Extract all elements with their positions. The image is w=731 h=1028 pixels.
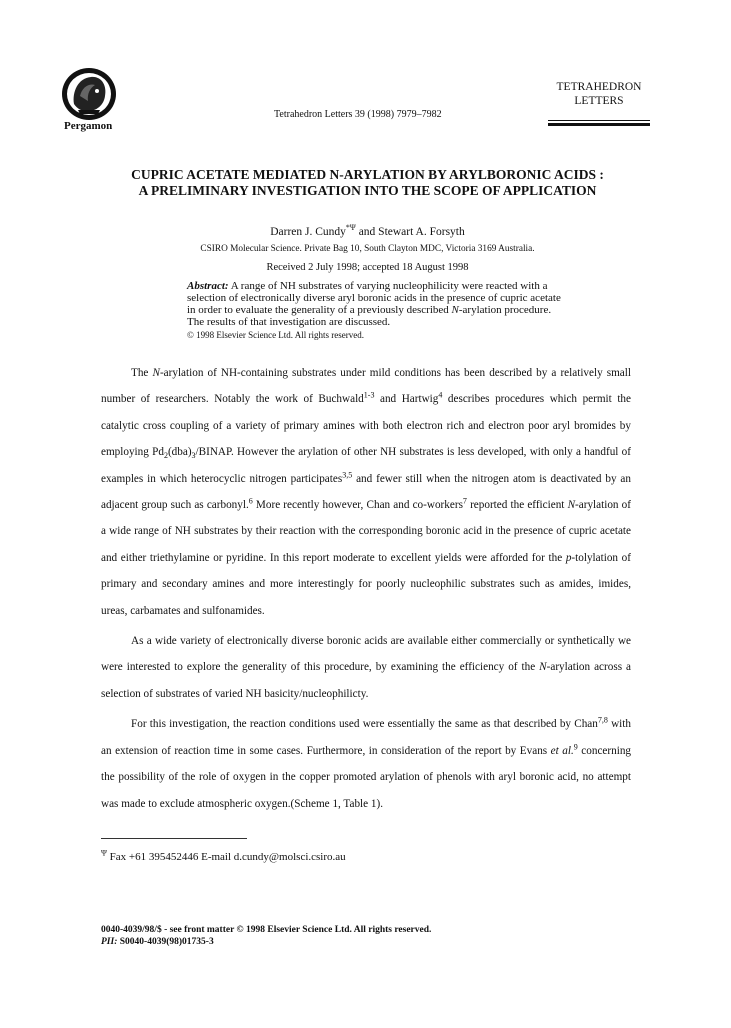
abstract-text-b: -arylation procedure. The results of that investigation are discussed. bbox=[187, 304, 552, 328]
text: The bbox=[131, 367, 153, 379]
text: with an extension of reaction time in some cases. Furthermore, in consideration of the report by Evans bbox=[101, 718, 631, 757]
footnote-mark: Ψ bbox=[101, 848, 107, 858]
citation-ref: 3,5 bbox=[342, 469, 353, 479]
paragraph-2 bbox=[101, 628, 631, 707]
text: -arylation across a selection of substrates of varied NH basicity/nucleophilicty. bbox=[101, 661, 631, 700]
publisher-logo bbox=[60, 66, 118, 122]
received-dates: Received 2 July 1998; accepted 18 August 1998 bbox=[266, 262, 469, 273]
journal-name-box bbox=[548, 70, 650, 126]
paragraph-1 bbox=[101, 360, 631, 624]
abstract bbox=[187, 280, 562, 341]
abstract-label: Abstract: bbox=[187, 280, 229, 292]
publisher-name: Pergamon bbox=[64, 120, 113, 132]
author-1: Darren J. Cundy bbox=[270, 226, 346, 238]
italic-n: N bbox=[539, 661, 547, 674]
text: reported the efficient bbox=[466, 499, 568, 512]
text: -arylation of a wide range of NH substrates by their reaction with the corresponding boronic acid in the presence of cupric acetate and either triethylamine or pyridine. In this report moderate to excellent yields were afforded for the bbox=[101, 499, 631, 564]
paragraph-3 bbox=[101, 711, 631, 817]
copyright-notice: © 1998 Elsevier Science Ltd. All rights reserved. bbox=[187, 330, 365, 340]
citation-ref: 1-3 bbox=[363, 390, 375, 400]
author-list bbox=[90, 223, 645, 238]
text: For this investigation, the reaction conditions used were essentially the same as that described by Chan bbox=[131, 718, 598, 731]
text: (dba) bbox=[167, 446, 192, 459]
pii-line bbox=[101, 936, 431, 948]
journal-rule-thick bbox=[548, 123, 650, 126]
corresponding-mark: *Ψ bbox=[345, 223, 356, 233]
journal-name-line1: TETRAHEDRON bbox=[556, 81, 642, 93]
author-2: and Stewart A. Forsyth bbox=[355, 226, 465, 238]
footer-issn bbox=[101, 924, 431, 948]
italic-n: N bbox=[152, 367, 160, 379]
citation-ref: 6 bbox=[248, 496, 253, 506]
text: -tolylation of primary and secondary amines and more interestingly for poorly nucleophilic substrates such as amides, imides, ureas, carbamates and sulfonamides. bbox=[101, 551, 631, 617]
text: concerning the possibility of the role of oxygen in the copper promoted arylation of phenols with aryl boronic acid, no attempt was made to exclude atmospheric oxygen.(Scheme 1, Table 1). bbox=[101, 744, 632, 810]
title-line2: A PRELIMINARY INVESTIGATION INTO THE SCOPE OF APPLICATION bbox=[138, 183, 597, 198]
text: More recently however, Chan and co-workers bbox=[252, 499, 463, 512]
article-body bbox=[101, 360, 631, 817]
italic-et-al: et al. bbox=[550, 744, 574, 757]
abstract-italic-n: N bbox=[451, 304, 459, 316]
affiliation: CSIRO Molecular Science. Private Bag 10, South Clayton MDC, Victoria 3169 Australia. bbox=[200, 244, 535, 254]
footnote bbox=[101, 848, 346, 863]
abstract-text-a: A range of NH substrates of varying nucleophilicity were reacted with a selection of electronically diverse aryl boronic acids in the presence of cupric acetate in order to evaluate the generality of a previously described bbox=[187, 280, 561, 316]
subscript: 2 bbox=[163, 451, 168, 461]
footnote-divider bbox=[101, 838, 247, 839]
text: As a wide variety of electronically diverse boronic acids are available either commercially or synthetically we were interested to explore the generality of this procedure, by examining the efficiency of the bbox=[101, 635, 631, 674]
italic-n: N bbox=[567, 499, 576, 512]
pii-label: PII: bbox=[101, 937, 118, 947]
italic-p: p bbox=[565, 551, 572, 564]
text: and Hartwig bbox=[374, 393, 439, 406]
pii-value: S0040-4039(98)01735-3 bbox=[117, 937, 214, 947]
citation-ref: 7,8 bbox=[597, 715, 608, 725]
text: describes procedures which permit the catalytic cross coupling of a variety of primary amines with both electron rich and electron poor aryl bromides by employing Pd bbox=[101, 393, 631, 459]
article-title bbox=[90, 167, 645, 199]
text: -arylation of NH-containing substrates under mild conditions has been described by a relatively small number of researchers. Notably the work of Buchwald bbox=[101, 367, 631, 406]
citation-ref: 7 bbox=[462, 496, 467, 506]
journal-name-line2: LETTERS bbox=[574, 95, 624, 107]
citation-ref: 4 bbox=[438, 390, 443, 400]
title-line1: CUPRIC ACETATE MEDIATED N-ARYLATION BY ARYLBORONIC ACIDS : bbox=[131, 167, 604, 182]
journal-rule-thin bbox=[548, 120, 650, 121]
citation-ref: 9 bbox=[573, 741, 578, 751]
issn-line: 0040-4039/98/$ - see front matter © 1998 Elsevier Science Ltd. All rights reserved. bbox=[101, 925, 432, 935]
journal-reference: Tetrahedron Letters 39 (1998) 7979–7982 bbox=[274, 109, 442, 120]
text: /BINAP. However the arylation of other NH substrates is less developed, with only a handful of examples in which heterocyclic nitrogen participates bbox=[101, 446, 631, 485]
footnote-text: Fax +61 395452446 E-mail d.cundy@molsci.csiro.au bbox=[106, 851, 346, 863]
text: and fewer still when the nitrogen atom is deactivated by an adjacent group such as carbonyl. bbox=[101, 472, 631, 512]
journal-name bbox=[548, 70, 650, 120]
subscript: 3 bbox=[191, 451, 196, 461]
